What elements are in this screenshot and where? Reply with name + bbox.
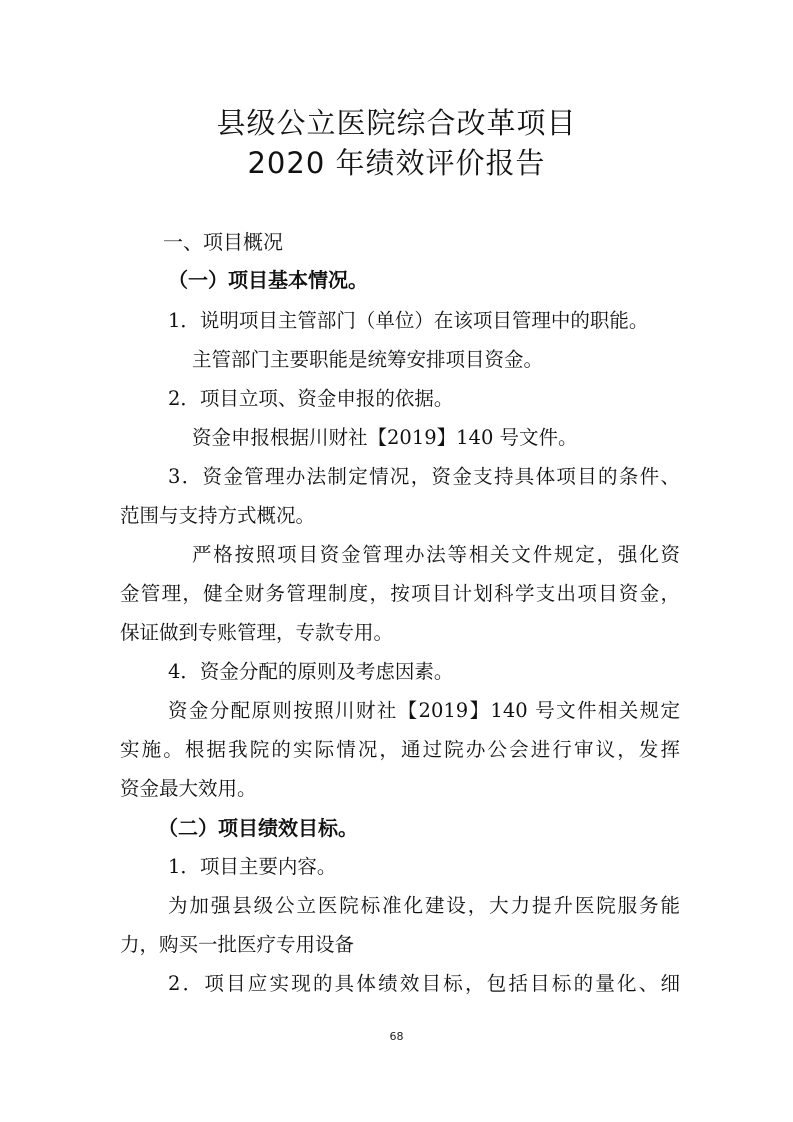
item-4-body-line-1: 资金分配原则按照川财社【2019】140 号文件相关规定 xyxy=(168,699,680,722)
item-3-heading-line-2: 范围与支持方式概况。 xyxy=(120,504,316,527)
item-1-body: 主管部门主要职能是统筹安排项目资金。 xyxy=(192,348,544,371)
goal-1-heading: 1．项目主要内容。 xyxy=(168,855,337,878)
item-2-body: 资金申报根据川财社【2019】140 号文件。 xyxy=(192,426,578,449)
item-4-heading: 4．资金分配的原则及考虑因素。 xyxy=(168,660,454,683)
item-1-heading: 1．说明项目主管部门（单位）在该项目管理中的职能。 xyxy=(168,309,649,332)
goal-1-body-line-2: 力，购买一批医疗专用设备 xyxy=(120,933,355,956)
section-heading-project-overview: 一、项目概况 xyxy=(163,230,283,254)
item-3-body-line-1: 严格按照项目资金管理办法等相关文件规定，强化资 xyxy=(192,543,680,566)
item-4-body-line-3: 资金最大效用。 xyxy=(120,777,257,800)
item-2-heading: 2．项目立项、资金申报的依据。 xyxy=(168,387,454,410)
subsection-heading-basic-info: （一）项目基本情况。 xyxy=(168,268,368,292)
subsection-heading-performance-goals: （二）项目绩效目标。 xyxy=(158,816,358,840)
item-3-heading-line-1: 3．资金管理办法制定情况，资金支持具体项目的条件、 xyxy=(168,465,680,488)
page-number: 68 xyxy=(389,1030,404,1043)
goal-1-body-line-1: 为加强县级公立医院标准化建设，大力提升医院服务能 xyxy=(168,894,680,917)
item-3-body-line-3: 保证做到专账管理，专款专用。 xyxy=(120,621,394,644)
item-4-body-line-2: 实施。根据我院的实际情况，通过院办公会进行审议，发挥 xyxy=(120,738,680,761)
goal-2-heading: 2．项目应实现的具体绩效目标，包括目标的量化、细 xyxy=(168,972,680,995)
report-title-line-2: 2020 年绩效评价报告 xyxy=(247,146,546,180)
item-3-body-line-2: 金管理，健全财务管理制度，按项目计划科学支出项目资金， xyxy=(120,582,680,605)
report-title-line-1: 县级公立医院综合改革项目 xyxy=(216,106,577,140)
